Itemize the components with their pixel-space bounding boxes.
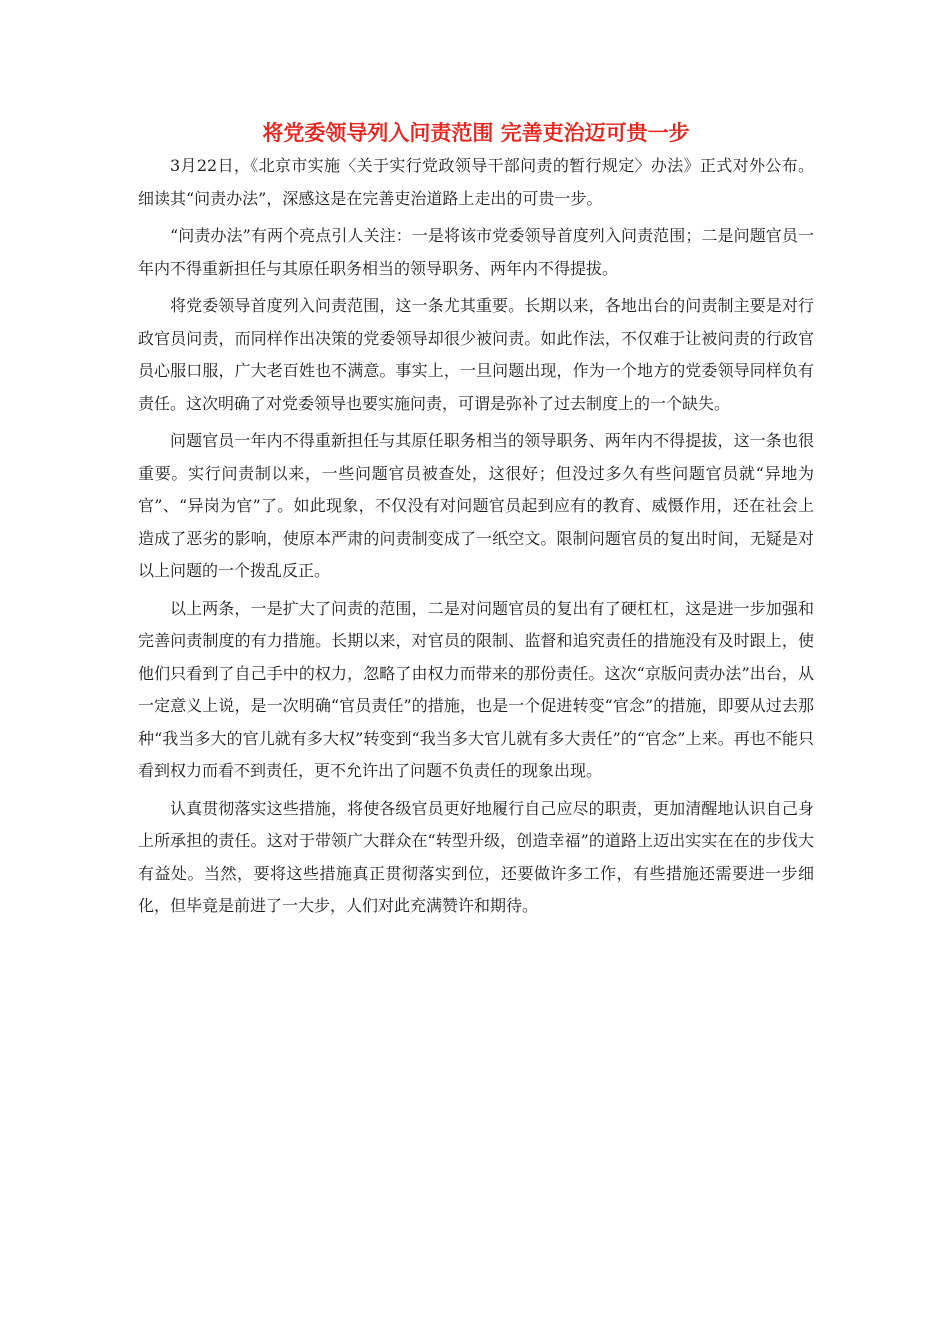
paragraph-6: 认真贯彻落实这些措施，将使各级官员更好地履行自己应尽的职责，更加清醒地认识自己身上所承担的责任。这对于带领广大群众在“转型升级，创造幸福”的道路上迈出实实在在的步伐大有益处。当然，要将这些措施真正贯彻落实到位，还要做许多工作，有些措施还需要进一步细化，但毕竟是前进了一大步，人们对此充满赞许和期待。 [138, 798, 814, 915]
paragraph-4: 问题官员一年内不得重新担任与其原任职务相当的领导职务、两年内不得提拔，这一条也很重要。实行问责制以来，一些问题官员被查处，这很好；但没过多久有些问题官员就“异地为官”、“异岗为官”了。如此现象，不仅没有对问题官员起到应有的教育、威慑作用，还在社会上造成了恶劣的影响，使原本严肃的问责制变成了一纸空文。限制问题官员的复出时间，无疑是对以上问题的一个拨乱反正。 [138, 431, 814, 580]
paragraph-3: 将党委领导首度列入问责范围，这一条尤其重要。长期以来，各地出台的问责制主要是对行政官员问责，而同样作出决策的党委领导却很少被问责。如此作法，不仅难于让被问责的行政官员心服口服，广大老百姓也不满意。事实上，一旦问题出现，作为一个地方的党委领导同样负有责任。这次明确了对党委领导也要实施问责，可谓是弥补了过去制度上的一个缺失。 [138, 296, 814, 413]
paragraph-2: “问责办法”有两个亮点引人关注：一是将该市党委领导首度列入问责范围；二是问题官员一年内不得重新担任与其原任职务相当的领导职务、两年内不得提拔。 [138, 226, 814, 278]
document-title: 将党委领导列入问责范围 完善吏治迈可贵一步 [262, 120, 690, 145]
paragraph-1: 3月22日，《北京市实施〈关于实行党政领导干部问责的暂行规定〉办法》正式对外公布。细读其“问责办法”，深感这是在完善吏治道路上走出的可贵一步。 [138, 156, 814, 208]
paragraph-5: 以上两条，一是扩大了问责的范围，二是对问题官员的复出有了硬杠杠，这是进一步加强和完善问责制度的有力措施。长期以来，对官员的限制、监督和追究责任的措施没有及时跟上，使他们只看到了自己手中的权力，忽略了由权力而带来的那份责任。这次“京版问责办法”出台，从一定意义上说，是一次明确“官员责任”的措施，也是一个促进转变“官念”的措施，即要从过去那种“我当多大的官儿就有多大权”转变到“我当多大官儿就有多大责任”的“官念”上来。再也不能只看到权力而看不到责任，更不允许出了问题不负责任的现象出现。 [138, 598, 814, 780]
document-body [138, 150, 814, 928]
